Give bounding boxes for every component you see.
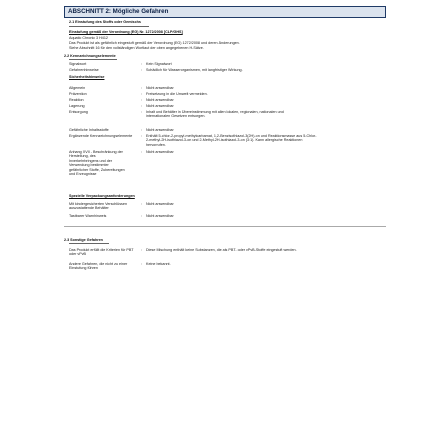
label-child-resistant: Mit kindergesicherten Verschlüssen auszustattende Behälter <box>69 202 128 211</box>
s21-classification: Aquatic Chronic 3 H412 <box>69 36 108 40</box>
value-hazardous-ingredients: Nicht anwendbar <box>146 128 174 132</box>
divider <box>64 226 386 227</box>
label-annex-xvii: Anhang XVII - Beschränkung der Herstellung, des Inverkehrbringens und der Verwendung bestimmter gefährlicher Stoffe, Zubereitungen und Erzeugnisse <box>69 150 125 177</box>
divider <box>69 26 149 27</box>
label-general: Allgemein <box>69 86 86 90</box>
label-storage: Lagerung <box>69 104 85 108</box>
value-response: Nicht anwendbar <box>146 98 174 102</box>
value-prevention: Freisetzung in die Umwelt vermeiden. <box>146 92 208 96</box>
label-hazardous-ingredients: Gefährliche Inhaltsstoffe <box>69 128 109 132</box>
value-disposal: Inhalt und Behälter in Übereinstimmung mit allen lokalen, regionalen, nationalen und internationalen Gesetzen entsorgen. <box>146 110 284 119</box>
label-other-hazards: Andere Gefahren, die nicht zu einer Einstufung führen <box>69 262 128 271</box>
s21-reference: Siehe Abschnitt 16 für den vollständigen Wortlaut der oben angegebenen H-Sätze. <box>69 46 204 50</box>
value-child-resistant: Nicht anwendbar <box>146 202 174 206</box>
divider <box>69 59 117 60</box>
s22-packaging-heading: Spezielle Verpackungsanforderungen <box>69 194 135 198</box>
s23-heading: 2.3 Sonstige Gefahren <box>64 238 103 242</box>
label-supplemental: Ergänzende Kennzeichnungselemente <box>69 134 133 138</box>
s21-heading: 2.1 Einstufung des Stoffs oder Gemischs <box>69 20 141 24</box>
divider <box>69 243 109 244</box>
s21-note: Das Produkt ist als gefährlich eingestuft gemäß der Verordnung (EG) 1272/2008 und deren Änderungen. <box>69 41 240 45</box>
sds-page: ABSCHNITT 2: Mögliche Gefahren 2.1 Einstufung des Stoffs oder Gemischs Einstufung gemäß der Verordnung (EG) Nr. 1272/2008 [CLP/GHS] Aquatic Chronic 3 H412 Das Produkt ist als gefährlich eingestuft gemäß der Verordnung (EG) 1272/2008 und deren Änderungen. Siehe Abschnitt 16 für den vollständigen Wortlaut der oben angegebenen H-Sätze. 2.2 Kennzeichnungselemente Signalwort : Kein Signalwort Gefahrenhinweise : Schädlich für Wasserorganismen, mit langfristiger Wirkung. Sicherheitshinweise Allgemein : Nicht anwendbar Prävention : Freisetzung in die Umwelt vermeiden. Reaktion : Nicht anwendbar Lagerung : Nicht anwendbar Entsorgung : Inhalt und Behälter in Übereinstimmung mit allen lokalen, regionalen, nationalen und internationalen Gesetzen entsorgen. Gefährliche Inhaltsstoffe : Nicht anwendbar Ergänzende Kennzeichnungselemente : Enthält 5-chlor-2-propyl-methylcarbamat, 1,2-Benzisothiazol-3(2H)-on und Reaktionsmasse aus 5-Chlor-2-methyl-2H-isothiazol-3-on und 2-Methyl-2H-isothiazol-3-on (3:1). Kann allergische Reaktionen hervorrufen. Anhang XVII - Beschränkung der Herstellung, des Inverkehrbringens und der Verwendung bestimmter gefährlicher Stoffe, Zubereitungen und Erzeugnisse : Nicht anwendbar Spezielle Verpackungsanforderungen Mit kindergesicherten Verschlüssen auszustattende Behälter : Nicht anwendbar Tastbarer Warnhinweis : Nicht anwendbar 2.3 Sonstige Gefahren Das Produkt erfüllt die Kriterien für PBT oder vPvB : Diese Mischung enthält keine Substanzen, die als PBT- oder vPvB-Stoffe eingestuft werden. Andere Gefahren, die nicht zu einer Einstufung führen : Keine bekannt. <box>0 0 448 448</box>
label-pbt: Das Produkt erfüllt die Kriterien für PBT oder vPvB <box>69 248 134 257</box>
value-storage: Nicht anwendbar <box>146 104 174 108</box>
s22-precautionary-heading: Sicherheitshinweise <box>69 75 105 79</box>
value-other-hazards: Keine bekannt. <box>146 262 171 266</box>
label-prevention: Prävention <box>69 92 87 96</box>
section-header: ABSCHNITT 2: Mögliche Gefahren <box>64 6 386 18</box>
value-tactile-warning: Nicht anwendbar <box>146 214 174 218</box>
label-hazard-statements: Gefahrenhinweise <box>69 68 99 72</box>
value-general: Nicht anwendbar <box>146 86 174 90</box>
s21-subheading: Einstufung gemäß der Verordnung (EG) Nr. 1272/2008 [CLP/GHS] <box>69 30 183 34</box>
s22-heading: 2.2 Kennzeichnungselemente <box>64 54 116 58</box>
value-hazard-statements: Schädlich für Wasserorganismen, mit langfristiger Wirkung. <box>146 68 243 72</box>
value-annex-xvii: Nicht anwendbar <box>146 150 174 154</box>
label-tactile-warning: Tastbarer Warnhinweis <box>69 214 107 218</box>
value-supplemental: Enthält 5-chlor-2-propyl-methylcarbamat, 1,2-Benzisothiazol-3(2H)-on und Reaktionsmasse aus 5-Chlor-2-methyl-2H-isothiazol-3-on und 2-Methyl-2H-isothiazol-3-on (3:1). Kann allergische Reaktionen hervorrufen. <box>146 134 317 147</box>
label-signal-word: Signalwort <box>69 62 87 66</box>
value-signal-word: Kein Signalwort <box>146 62 172 66</box>
label-disposal: Entsorgung <box>69 110 88 114</box>
label-response: Reaktion <box>69 98 84 102</box>
value-pbt: Diese Mischung enthält keine Substanzen, die als PBT- oder vPvB-Stoffe eingestuft werden. <box>146 248 297 252</box>
